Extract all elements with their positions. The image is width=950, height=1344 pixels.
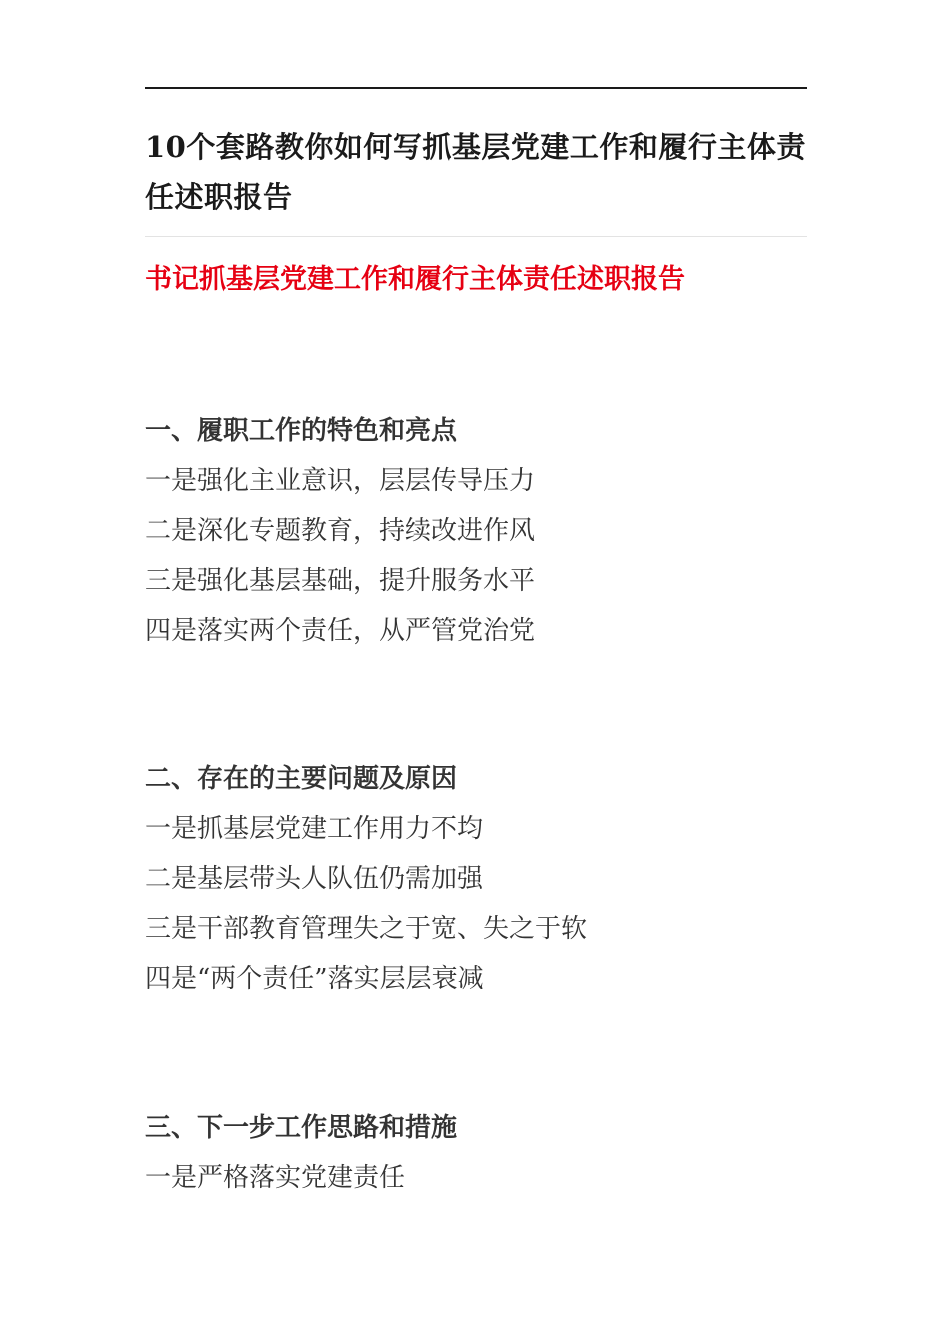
section-item: 一是强化主业意识，层层传导压力 <box>145 466 536 496</box>
section-item: 二是基层带头人队伍仍需加强 <box>145 864 484 894</box>
section-item: 三是强化基层基础，提升服务水平 <box>145 566 536 596</box>
report-subtitle: 书记抓基层党建工作和履行主体责任述职报告 <box>145 264 685 295</box>
section-heading: 一、履职工作的特色和亮点 <box>145 416 458 446</box>
section-item: 一是抓基层党建工作用力不均 <box>145 814 484 844</box>
section-item: 四是落实两个责任，从严管党治党 <box>145 616 536 646</box>
section-heading: 三、下一步工作思路和措施 <box>145 1113 458 1143</box>
section-next-steps <box>145 1103 807 1203</box>
section-item: 三是干部教育管理失之于宽、失之于软 <box>145 914 588 944</box>
title-divider <box>145 236 807 237</box>
top-divider <box>145 87 807 89</box>
section-item: 一是严格落实党建责任 <box>145 1163 406 1193</box>
section-item: 二是深化专题教育，持续改进作风 <box>145 516 536 546</box>
section-highlights <box>145 406 807 656</box>
document-title: 10个套路教你如何写抓基层党建工作和履行主体责任述职报告 <box>145 130 806 214</box>
section-item: 四是“两个责任”落实层层衰减 <box>145 964 484 994</box>
section-heading: 二、存在的主要问题及原因 <box>145 764 458 794</box>
section-problems <box>145 754 807 1004</box>
document-page <box>145 0 807 1344</box>
